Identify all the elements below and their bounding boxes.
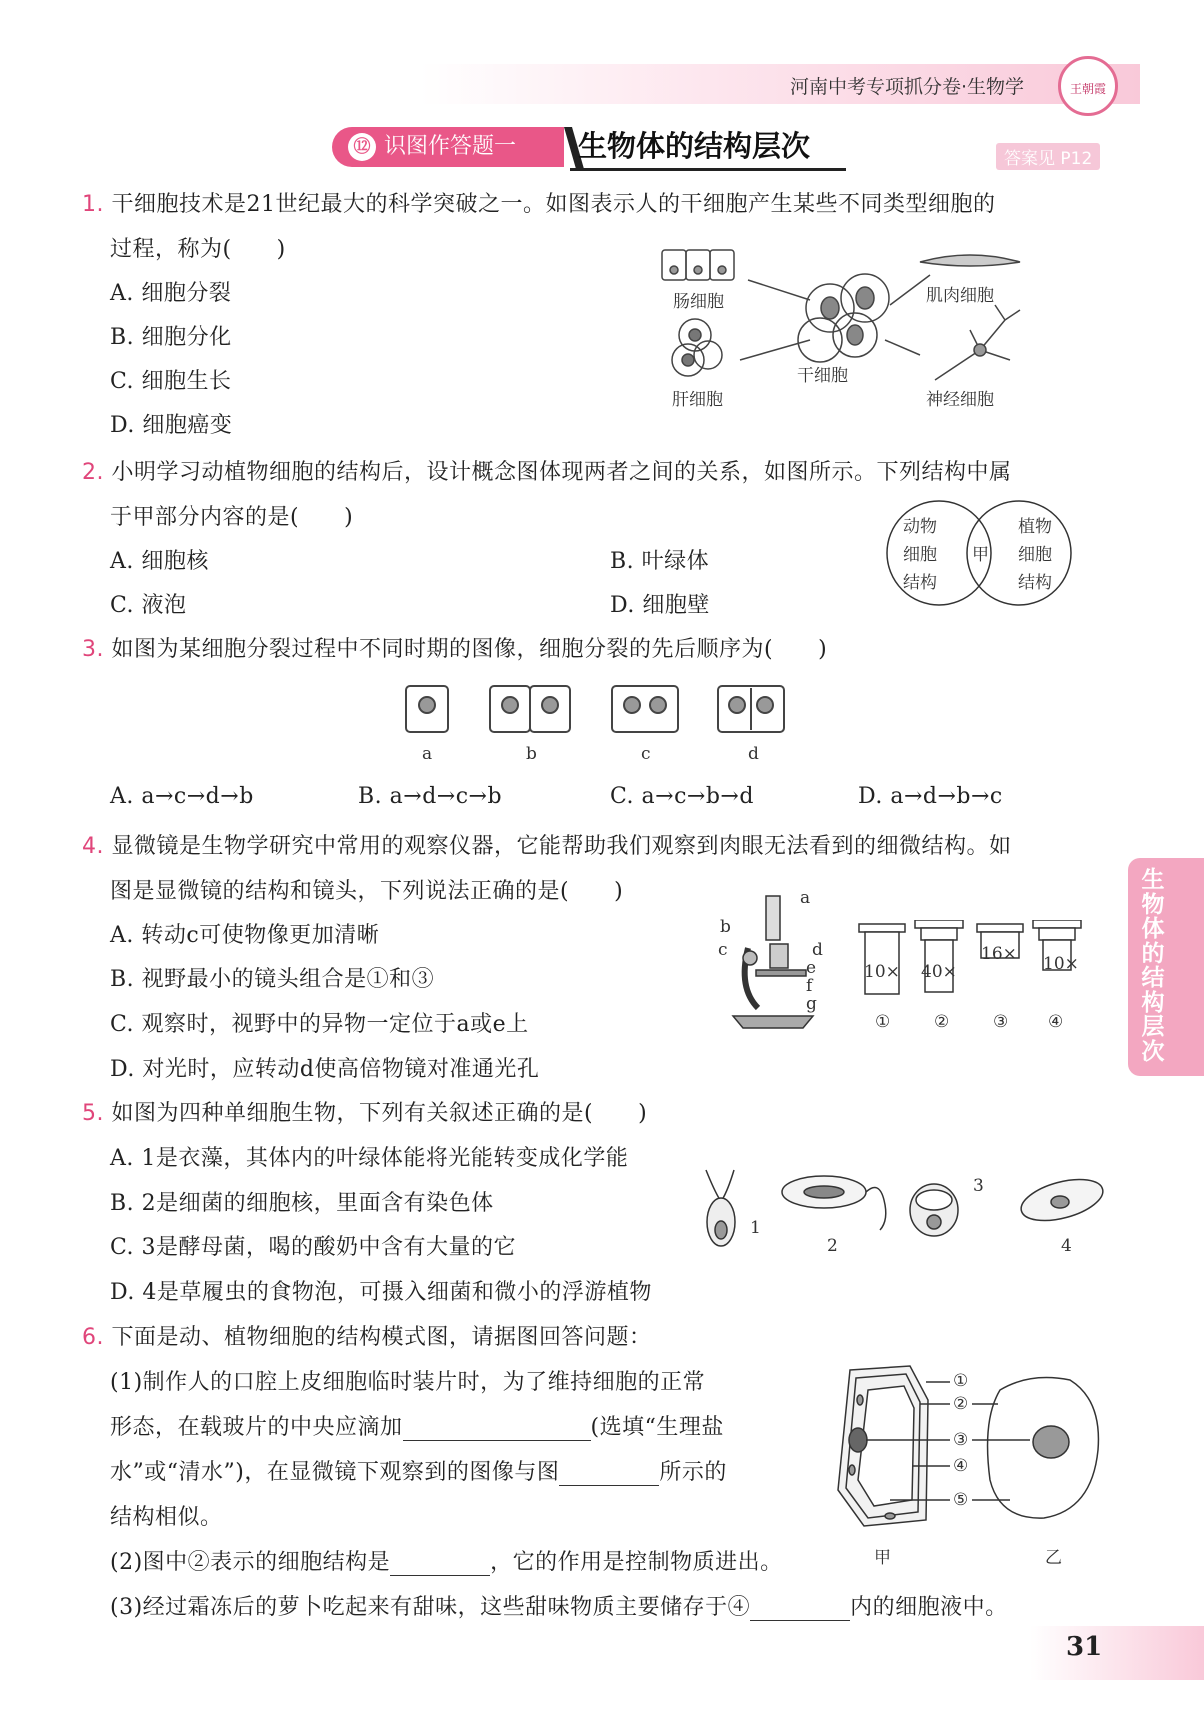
lens-1-id: ① (875, 1012, 891, 1032)
q4-line2: 图是显微镜的结构和镜头，下列说法正确的是( ) (110, 879, 624, 904)
q6-p1-line4: 结构相似。 (110, 1505, 223, 1530)
venn-right-2: 细胞 (1018, 545, 1052, 565)
header-band (420, 64, 1140, 104)
q6-p1-line1: (1)制作人的口腔上皮细胞临时装片时，为了维持细胞的正常 (110, 1370, 706, 1395)
cell-division-diagram (400, 680, 800, 740)
chapter-side-tab-label: 生物体的结构层次 (1141, 867, 1165, 1065)
lens-1-mag: 10× (864, 962, 900, 982)
cell-marker-3: ③ (953, 1430, 969, 1450)
q2-line2: 于甲部分内容的是( ) (110, 505, 354, 530)
q5-label-1: 1 (750, 1218, 761, 1238)
cell-marker-4: ④ (953, 1456, 969, 1476)
scope-label-f: f (806, 976, 813, 996)
fig-nerve-label: 神经细胞 (926, 390, 994, 410)
scope-label-g: g (806, 994, 817, 1014)
scope-label-c: c (718, 940, 728, 960)
q2-option-a: A. 细胞核 (110, 549, 209, 574)
q6-line1: 6. 下面是动、植物细胞的结构模式图，请据图回答问题： (82, 1325, 652, 1350)
scope-label-e: e (806, 958, 817, 978)
venn-right-1: 植物 (1018, 517, 1052, 537)
q5-option-b: B. 2是细菌的细胞核，里面含有染色体 (110, 1191, 494, 1216)
q4-option-d: D. 对光时，应转动d使高倍物镜对准通光孔 (110, 1057, 540, 1082)
header-title: 河南中考专项抓分卷·生物学 (790, 76, 1025, 98)
venn-right-3: 结构 (1018, 573, 1052, 593)
q5-number: 5. (82, 1101, 104, 1126)
q6-blank-structure[interactable] (390, 1553, 490, 1576)
q3-label-b: b (526, 744, 537, 764)
q6-blank-solution[interactable] (403, 1418, 591, 1441)
lens-3-mag: 16× (981, 944, 1017, 964)
cell-label-jia: 甲 (874, 1548, 891, 1568)
page-number-band (1030, 1626, 1204, 1680)
fig-intestine-label: 肠细胞 (673, 292, 724, 312)
fig-liver-label: 肝细胞 (672, 390, 723, 410)
cell-marker-5: ⑤ (953, 1490, 969, 1510)
scope-label-b: b (720, 917, 731, 937)
q1-number: 1. (82, 192, 104, 217)
scope-label-d: d (812, 940, 823, 960)
cell-marker-2: ② (953, 1394, 969, 1414)
venn-left-1: 动物 (903, 517, 937, 537)
q6-blank-organelle[interactable] (750, 1598, 850, 1621)
q5-label-4: 4 (1061, 1236, 1072, 1256)
q6-p3: (3)经过霜冻后的萝卜吃起来有甜味，这些甜味物质主要储存于④ 内的细胞液中。 (110, 1595, 1008, 1620)
page-number: 31 (1066, 1632, 1103, 1662)
q5-option-a: A. 1是衣藻，其体内的叶绿体能将光能转变成化学能 (110, 1146, 629, 1171)
brand-seal-logo: 王朝霞 (1058, 56, 1118, 116)
q2-line1: 2. 小明学习动植物细胞的结构后，设计概念图体现两者之间的关系，如图所示。下列结构中属 (82, 460, 1012, 485)
q1-line1: 1. 干细胞技术是21世纪最大的科学突破之一。如图表示人的干细胞产生某些不同类型细胞的 (82, 192, 996, 217)
lens-2-id: ② (934, 1012, 950, 1032)
q5-label-2: 2 (827, 1236, 838, 1256)
q2-option-b: B. 叶绿体 (610, 549, 710, 574)
section-underline (570, 168, 846, 171)
fig-muscle-label: 肌肉细胞 (926, 286, 994, 306)
section-kind: 识图作答题一 (384, 134, 517, 159)
answer-reference: 答案见 P12 (996, 143, 1100, 170)
venn-left-2: 细胞 (903, 545, 937, 565)
fig-stem-label: 干细胞 (797, 366, 848, 386)
q2-option-d: D. 细胞壁 (610, 593, 710, 618)
q6-p2: (2)图中②表示的细胞结构是 ，它的作用是控制物质进出。 (110, 1550, 783, 1575)
lens-2-mag: 40× (921, 962, 957, 982)
lens-4-id: ④ (1048, 1012, 1064, 1032)
q3-number: 3. (82, 637, 104, 662)
q5-option-c: C. 3是酵母菌，喝的酸奶中含有大量的它 (110, 1235, 517, 1260)
q1-option-b: B. 细胞分化 (110, 325, 232, 350)
q2-option-c: C. 液泡 (110, 593, 187, 618)
venn-middle: 甲 (972, 545, 989, 565)
venn-left-3: 结构 (903, 573, 937, 593)
lens-4-mag: 10× (1043, 954, 1079, 974)
q3-option-b: B. a→d→c→b (358, 784, 503, 809)
q4-option-b: B. 视野最小的镜头组合是①和③ (110, 967, 435, 992)
q5-line1: 5. 如图为四种单细胞生物，下列有关叙述正确的是( ) (82, 1101, 648, 1126)
cell-marker-1: ① (953, 1371, 969, 1391)
q3-line1: 3. 如图为某细胞分裂过程中不同时期的图像，细胞分裂的先后顺序为( ) (82, 637, 828, 662)
q3-label-d: d (748, 744, 759, 764)
cell-label-yi: 乙 (1045, 1548, 1062, 1568)
section-pill (332, 127, 564, 167)
q3-option-c: C. a→c→b→d (610, 784, 754, 809)
plant-animal-cell-diagram (830, 1360, 1110, 1535)
q3-label-a: a (422, 744, 433, 764)
section-title: 生物体的结构层次 (578, 129, 811, 163)
q3-label-c: c (641, 744, 651, 764)
q4-option-c: C. 观察时，视野中的异物一定位于a或e上 (110, 1012, 529, 1037)
q4-line1: 4. 显微镜是生物学研究中常用的观察仪器，它能帮助我们观察到肉眼无法看到的细微结构。如 (82, 834, 1012, 859)
q3-option-d: D. a→d→b→c (858, 784, 1003, 809)
q3-option-a: A. a→c→d→b (110, 784, 254, 809)
q1-option-a: A. 细胞分裂 (110, 281, 232, 306)
section-number: ⑫ (348, 133, 376, 161)
single-cell-organisms-diagram (684, 1160, 1104, 1250)
q1-line2: 过程，称为( ) (110, 237, 286, 262)
lens-3-id: ③ (993, 1012, 1009, 1032)
q1-option-c: C. 细胞生长 (110, 369, 232, 394)
q4-option-a: A. 转动c可使物像更加清晰 (110, 923, 380, 948)
scope-label-a: a (800, 888, 811, 908)
q6-blank-figure[interactable] (559, 1463, 659, 1486)
q5-option-d: D. 4是草履虫的食物泡，可摄入细菌和微小的浮游植物 (110, 1280, 652, 1305)
q6-p1-line2: 形态，在载玻片的中央应滴加 (选填“生理盐 (110, 1415, 724, 1440)
q1-option-d: D. 细胞癌变 (110, 413, 233, 438)
q6-number: 6. (82, 1325, 104, 1350)
q2-number: 2. (82, 460, 104, 485)
q5-label-3: 3 (973, 1176, 984, 1196)
q6-p1-line3: 水”或“清水”)，在显微镜下观察到的图像与图 所示的 (110, 1460, 727, 1485)
q4-number: 4. (82, 834, 104, 859)
